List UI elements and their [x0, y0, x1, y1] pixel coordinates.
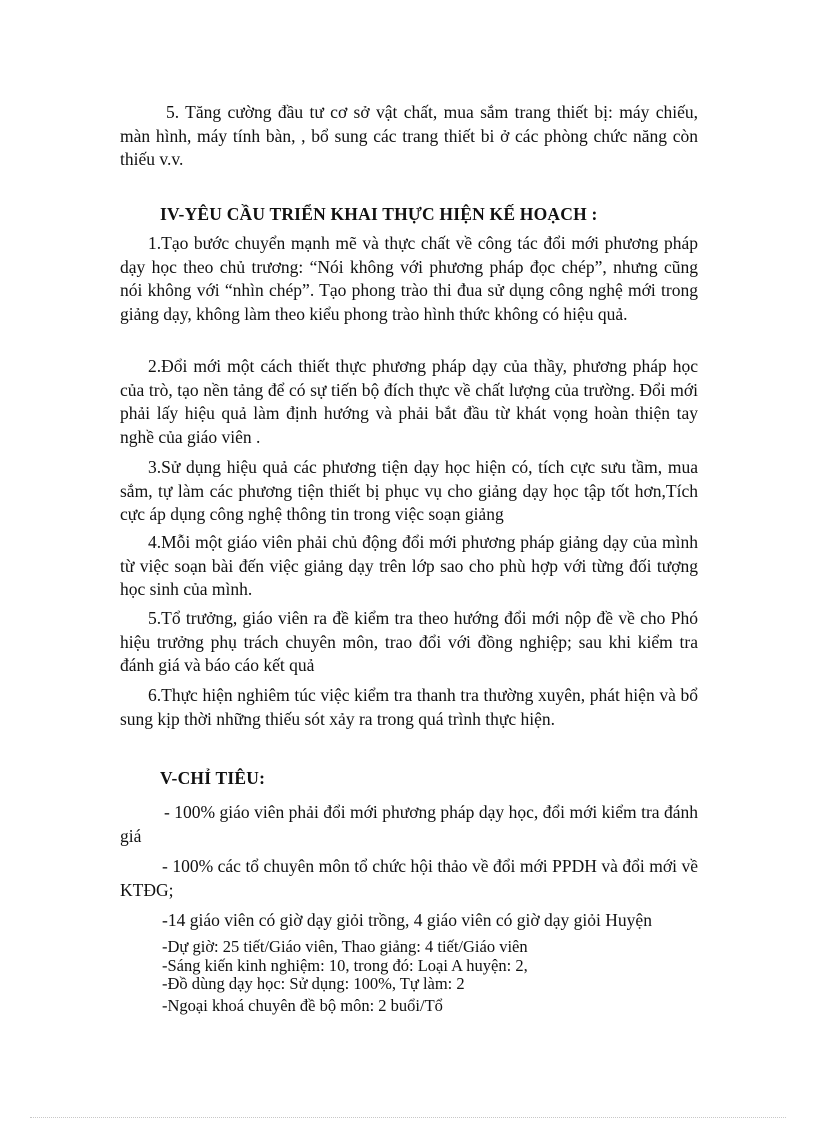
- section-v-detail-list: [162, 938, 722, 1015]
- list-item: -Dự giờ: 25 tiết/Giáo viên, Thao giảng: 4 tiết/Giáo viên: [162, 937, 528, 956]
- section-iv-item-1: 1.Tạo bước chuyển mạnh mẽ và thực chất về công tác đổi mới phương pháp dạy học theo chủ trương: “Nói không với phương pháp đọc chép”, nhưng cũng nói không với “nhìn chép”. Tạo phong trào thi đua sử dụng công nghệ mới trong giảng dạy, không làm theo kiểu phong trào hình thức không có hiệu quả.: [120, 233, 698, 324]
- section-iv-item-4: 4.Mỗi một giáo viên phải chủ động đổi mới phương pháp giảng dạy của mình từ việc soạn bài đến việc giảng dạy trên lớp sao cho phù hợp với từng đối tượng học sinh của mình.: [120, 532, 698, 599]
- section-iv-item-5: 5.Tổ trưởng, giáo viên ra đề kiểm tra theo hướng đổi mới nộp đề về cho Phó hiệu trưởng phụ trách chuyên môn, trao đổi với đồng nghiệp; sau khi kiểm tra đánh giá và báo cáo kết quả: [120, 608, 698, 675]
- section-v-target-3: -14 giáo viên có giờ dạy giỏi trồng, 4 giáo viên có giờ dạy giỏi Huyện: [162, 910, 652, 930]
- section-iv-heading: IV-YÊU CẦU TRIỂN KHAI THỰC HIỆN KẾ HOẠCH :: [160, 204, 598, 224]
- section-iv-item-3: 3.Sử dụng hiệu quả các phương tiện dạy học hiện có, tích cực sưu tầm, mua sắm, tự làm các phương tiện thiết bị phục vụ cho giảng dạy học tập tốt hơn,Tích cực áp dụng công nghệ thông tin trong việc soạn giảng: [120, 457, 698, 524]
- section-iv-item-2: 2.Đổi mới một cách thiết thực phương pháp dạy của thầy, phương pháp học của trò, tạo nền tảng để có sự tiến bộ đích thực về chất lượng của trường. Đổi mới phải lấy hiệu quả làm định hướng và phải bắt đầu từ khát vọng hoàn thiện tay nghề của giáo viên .: [120, 356, 698, 447]
- section-iv-item-6: 6.Thực hiện nghiêm túc việc kiểm tra thanh tra thường xuyên, phát hiện và bổ sung kịp thời những thiếu sót xảy ra trong quá trình thực hiện.: [120, 685, 698, 729]
- section-v-target-1: - 100% giáo viên phải đổi mới phương pháp dạy học, đổi mới kiểm tra đánh giá: [120, 802, 698, 846]
- section-v-target-2: - 100% các tổ chuyên môn tổ chức hội thảo về đổi mới PPDH và đổi mới về KTĐG;: [120, 856, 698, 900]
- section-v-heading: V-CHỈ TIÊU:: [160, 768, 266, 788]
- list-item: -Sáng kiến kinh nghiệm: 10, trong đó: Loại A huyện: 2,: [162, 955, 528, 975]
- list-item: -Đồ dùng dạy học: Sử dụng: 100%, Tự làm: 2: [162, 974, 465, 993]
- list-item: -Ngoại khoá chuyên đề bộ môn: 2 buổi/Tổ: [162, 995, 443, 1015]
- paragraph-top-5: 5. Tăng cường đầu tư cơ sở vật chất, mua sắm trang thiết bị: máy chiếu, màn hình, máy tính bàn, , bổ sung các trang thiết bi ở các phòng chức năng còn thiếu v.v.: [120, 102, 698, 169]
- page-bottom-divider: [30, 1117, 786, 1118]
